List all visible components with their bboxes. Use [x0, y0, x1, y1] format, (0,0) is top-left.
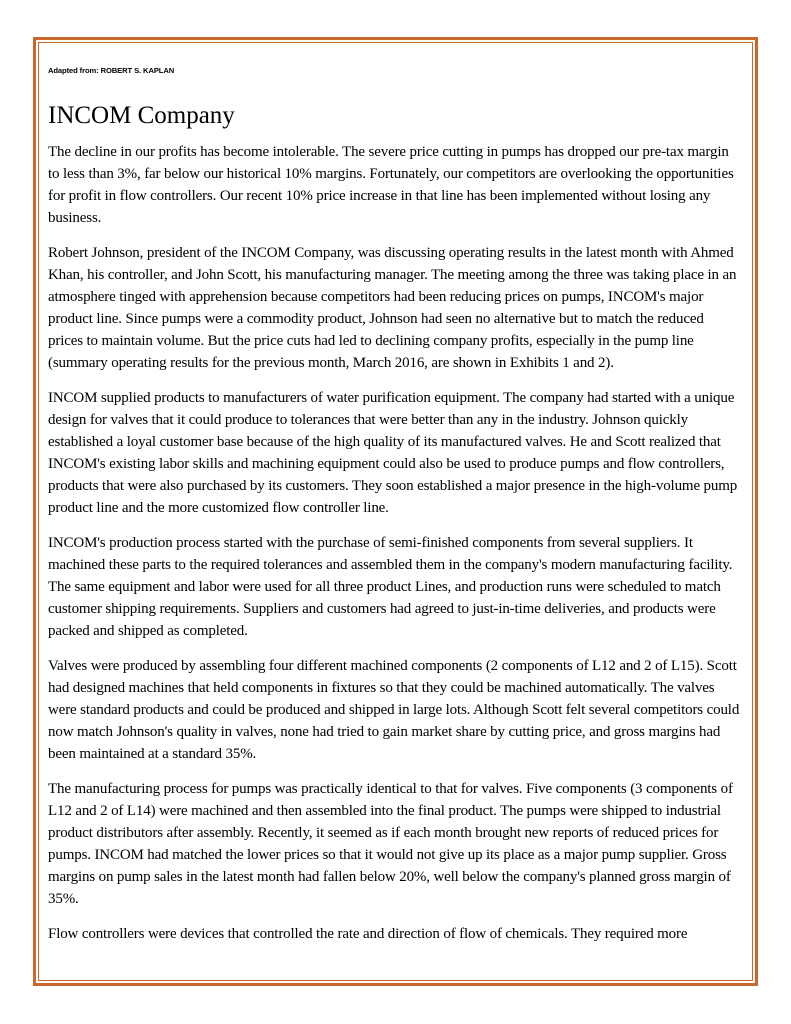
document-title: INCOM Company — [48, 102, 235, 129]
attribution-line: Adapted from: ROBERT S. KAPLAN — [48, 66, 175, 75]
paragraph-company-background: INCOM supplied products to manufacturers of water purification equipment. The company had started with a unique design for valves that it could produce to tolerances that were better than any in the industry. Johnson quickly established a loyal customer base because of the high quality of its manufactured valves. He and Scott realized that INCOM's existing labor skills and machining equipment could also be used to produce pumps and flow controllers, products that were also purchased by its customers. They soon established a major presence in the high-volume pump product line and the more customized flow controller line. — [48, 390, 738, 516]
paragraph-production-process: INCOM's production process started with the purchase of semi-finished components from several suppliers. It machined these parts to the required tolerances and assembled them in the company's modern manufacturing facility. The same equipment and labor were used for all three product Lines, and production runs were scheduled to match customer shipping requirements. Suppliers and customers had agreed to just-in-time deliveries, and products were packed and shipped as completed. — [48, 535, 733, 639]
paragraph-valves: Valves were produced by assembling four different machined components (2 components of L12 and 2 of L15). Scott had designed machines that held components in fixtures so that they could be machined automatically. The valves were standard products and could be produced and shipped in large lots. Although Scott felt several competitors could now match Johnson's quality in valves, none had tried to gain market share by cutting price, and gross margins had been maintained at a standard 35%. — [48, 658, 740, 762]
document-body — [48, 66, 742, 946]
paragraph-meeting: Robert Johnson, president of the INCOM Company, was discussing operating results in the latest month with Ahmed Khan, his controller, and John Scott, his manufacturing manager. The meeting among the three was taking place in an atmosphere tinged with apprehension because competitors had been reducing prices on pumps, INCOM's major product line. Since pumps were a commodity product, Johnson had seen no alternative but to match the reduced prices to maintain volume. But the price cuts had led to declining company profits, especially in the pump line (summary operating results for the previous month, March 2016, are shown in Exhibits 1 and 2). — [48, 245, 737, 371]
paragraph-pumps: The manufacturing process for pumps was practically identical to that for valves. Five components (3 components of L12 and 2 of L14) were machined and then assembled into the final product. The pumps were shipped to industrial product distributors after assembly. Recently, it seemed as if each month brought new reports of reduced prices for pumps. INCOM had matched the lower prices so that it would not give up its place as a major pump supplier. Gross margins on pump sales in the latest month had fallen below 20%, well below the company's planned gross margin of 35%. — [48, 781, 733, 907]
paragraph-flow-controllers: Flow controllers were devices that controlled the rate and direction of flow of chemicals. They required more — [48, 926, 688, 942]
paragraph-opening-quote: The decline in our profits has become intolerable. The severe price cutting in pumps has dropped our pre-tax margin to less than 3%, far below our historical 10% margins. Fortunately, our competitors are overlooking the opportunities for profit in flow controllers. Our recent 10% price increase in that line has been implemented without losing any business. — [48, 144, 734, 226]
